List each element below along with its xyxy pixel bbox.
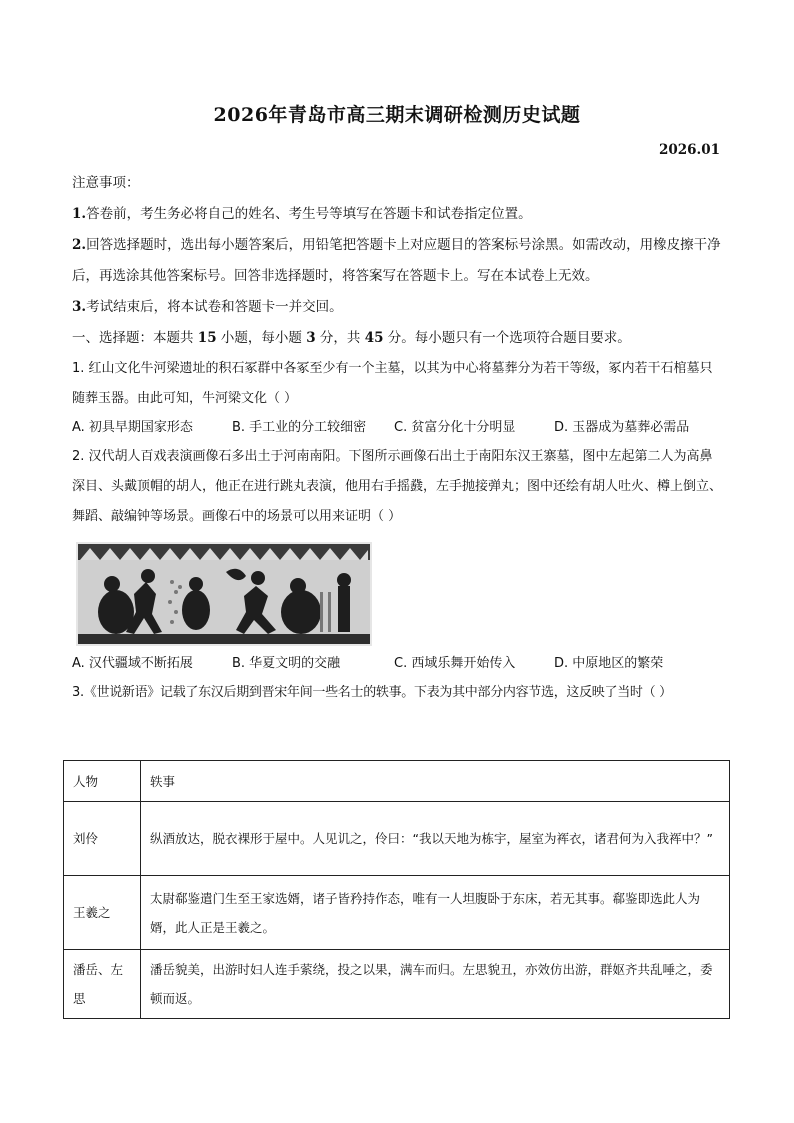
table-cell-anecdote: 太尉郗鉴遣门生至王家选婿，诸子皆矜持作态，唯有一人坦腹卧于东床，若无其事。郗鉴即选此人为婿，此人正是王羲之。 (141, 876, 730, 950)
question-2-stem: 2. 汉代胡人百戏表演画像石多出土于河南南阳。下图所示画像石出土于南阳东汉王寨墓，图中左起第二人为高鼻深目、头戴顶帽的胡人，他正在进行跳丸表演，他用右手摇鼗，左手抛接弹丸；图中还绘有胡人吐火、樽上倒立、舞蹈、敲编钟等场景。画像石中的场景可以用来证明（ ） (72, 449, 723, 524)
table-header-anecdote: 轶事 (141, 761, 730, 802)
stone-relief-image (76, 542, 372, 646)
question-1-stem: 1. 红山文化牛河梁遗址的积石冢群中各冢至少有一个主墓，以其为中心将墓葬分为若干等级，冢内若干石棺墓只随葬玉器。由此可知，牛河梁文化（ ） (72, 361, 713, 406)
section-heading: 一、选择题：本题共 15 小题，每小题 3 分，共 45 分。每小题只有一个选项符合题目要求。 (72, 330, 631, 346)
question-3-stem: 3.《世说新语》记载了东汉后期到晋宋年间一些名士的轶事。下表为其中部分内容节选，这反映了当时（ ） (72, 685, 672, 700)
notice-item-3: 3.考试结束后，将本试卷和答题卡一并交回。 (72, 299, 343, 315)
q1-option-a: A. 初具早期国家形态 (72, 420, 193, 435)
question-2-options (72, 650, 724, 678)
table-header-person: 人物 (64, 761, 141, 802)
table-row (64, 802, 730, 876)
notice-item-1: 1.答卷前，考生务必将自己的姓名、考生号等填写在答题卡和试卷指定位置。 (72, 206, 532, 222)
q2-option-b: B. 华夏文明的交融 (232, 656, 341, 671)
exam-date: 2026.01 (658, 142, 720, 158)
table-cell-person: 王羲之 (64, 876, 141, 950)
stone-relief-illustration (76, 542, 372, 646)
anecdote-table (63, 760, 730, 1019)
table-cell-person: 刘伶 (64, 802, 141, 876)
q2-option-d: D. 中原地区的繁荣 (554, 656, 664, 671)
q1-option-b: B. 手工业的分工较细密 (232, 420, 367, 435)
table-cell-anecdote: 纵酒放达，脱衣裸形于屋中。人见讥之，伶曰：“我以天地为栋宇，屋室为裈衣，诸君何为入我裈中？” (141, 802, 730, 876)
q2-option-a: A. 汉代疆域不断拓展 (72, 656, 193, 671)
question-1-options (72, 414, 724, 442)
table-header-row (64, 761, 730, 802)
exam-title: 2026年青岛市高三期末调研检测历史试题 (213, 104, 581, 126)
table-row (64, 950, 730, 1019)
q1-option-c: C. 贫富分化十分明显 (394, 420, 516, 435)
notice-heading: 注意事项： (72, 175, 140, 191)
exam-content (72, 168, 724, 708)
q2-option-c: C. 西域乐舞开始传入 (394, 656, 516, 671)
table-cell-person: 潘岳、左思 (64, 950, 141, 1019)
q1-option-d: D. 玉器成为墓葬必需品 (554, 420, 690, 435)
table-row (64, 876, 730, 950)
notice-item-2: 2.回答选择题时，选出每小题答案后，用铅笔把答题卡上对应题目的答案标号涂黑。如需改动，用橡皮擦干净后，再选涂其他答案标号。回答非选择题时，将答案写在答题卡上。写在本试卷上无效。 (72, 237, 721, 284)
table-cell-anecdote: 潘岳貌美，出游时妇人连手萦绕，投之以果，满车而归。左思貌丑，亦效仿出游，群妪齐共乱唾之，委顿而返。 (141, 950, 730, 1019)
